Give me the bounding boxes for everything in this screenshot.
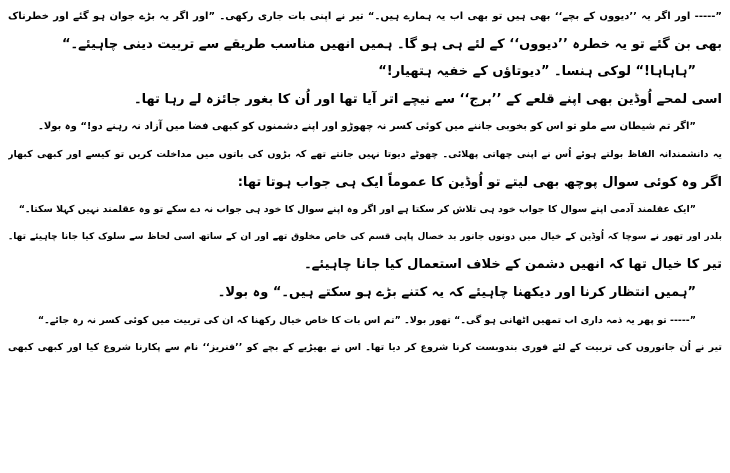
text-line-3: ”ہاہاہا!“ لوکی ہنسا۔ ”دیوتاؤں کے خفیہ ہتھیار!“ bbox=[378, 64, 696, 80]
text-line-9: بلدر اور تھور نے سوچا کہ اُوڈین کے خیال میں دونوں جانور بد خصال پاپی قسم کی خاص مخلوق تھے اور ان کے ساتھ اسی لحاظ سے سلوک کیا جانا چاہیئے تھا۔ bbox=[8, 231, 722, 242]
text-line-5: ”اگر تم شیطان سے ملو تو اس کو بخوبی جاننے میں کوئی کسر نہ چھوڑو اور اپنے دشمنوں کو کبھی فضا میں آزاد نہ رہنے دو!“ وہ بولا۔ bbox=[37, 121, 696, 133]
text-line-13: تیر نے اُن جانوروں کی تربیت کے لئے فوری بندوبست کرنا شروع کر دیا تھا۔ اس نے بھیڑیے کے بچے کو ’’فنریز‘‘ نام سے پکارنا شروع کیا اور کبھی کبھی bbox=[8, 342, 722, 354]
text-line-8: ”ایک عقلمند آدمی اپنے سوال کا جواب خود ہی تلاش کر سکتا ہے اور اگر وہ اپنے سوال کا خود ہی جواب نہ دے سکے تو وہ عقلمند نہیں کہلا سکتا۔“ bbox=[18, 204, 696, 216]
text-line-4: اسی لمحے اُوڈین بھی اپنے قلعے کے ’’برج‘‘ سے نیچے اتر آیا تھا اور اُن کا بغور جائزہ لے رہا تھا۔ bbox=[133, 91, 722, 107]
text-line-12: ”----- تو پھر یہ ذمہ داری اب تمھیں اٹھانی ہو گی۔“ تھور بولا۔ ”تم اس بات کا خاص خیال رکھنا کہ ان کی تربیت میں کوئی کسر نہ رہ جائے۔“ bbox=[37, 314, 696, 326]
text-line-6: یہ دانشمندانہ الفاظ بولتے ہوئے اُس نے اپنی چھاتی پھلائی۔ چھوٹے دیوتا نہیں جانتے تھے کہ بڑوں کی باتوں میں مداخلت کریں تو کیسے اور کبھی کبھار bbox=[8, 148, 722, 160]
text-line-11: ”ہمیں انتظار کرنا اور دیکھنا چاہیئے کہ یہ کتنے بڑے ہو سکتے ہیں۔“ وہ بولا۔ bbox=[217, 284, 696, 300]
text-line-2: بھی بن گئے تو یہ خطرہ ’’دیووں‘‘ کے لئے ہی ہو گا۔ ہمیں انھیں مناسب طریقے سے تربیت دینی چاہیئے۔“ bbox=[62, 36, 722, 52]
text-line-10: تیر کا خیال تھا کہ انھیں دشمن کے خلاف استعمال کیا جانا چاہیئے۔ bbox=[304, 257, 722, 273]
text-line-7: اگر وہ کوئی سوال پوچھ بھی لیتے تو اُوڈین کا عموماً ایک ہی جواب ہوتا تھا: bbox=[237, 174, 722, 190]
text-line-1: ”----- اور اگر یہ ’’دیووں کے بچے‘‘ بھی ہیں تو بھی اب یہ ہمارے ہیں۔“ تیر نے اپنی بات جاری رکھی۔ ”اور اگر یہ بڑے جوان ہو گئے اور خطرناک bbox=[8, 11, 722, 22]
